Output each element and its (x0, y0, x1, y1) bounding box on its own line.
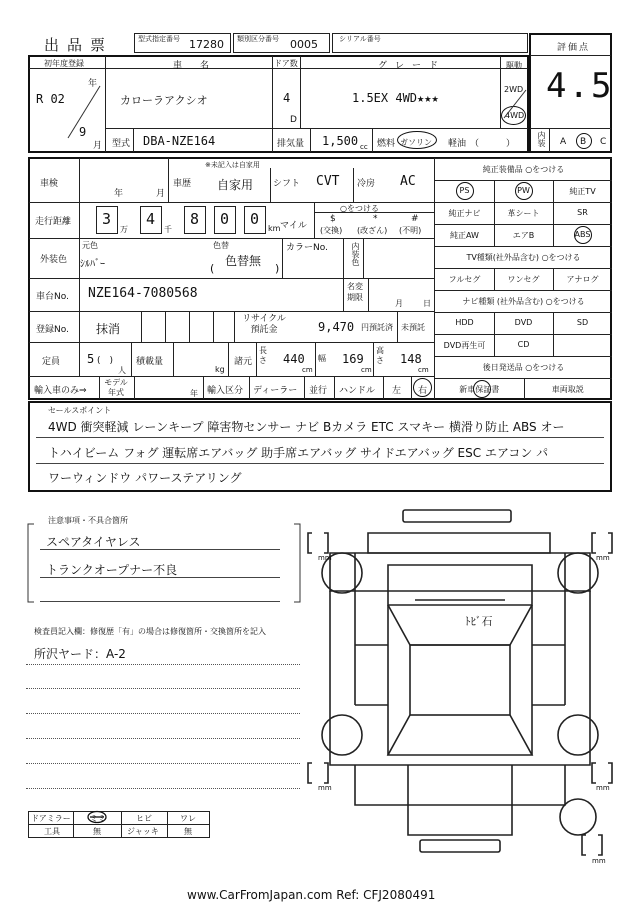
ac-value: AC (400, 174, 416, 189)
height-label: 高さ (376, 346, 384, 365)
equip-item: 新車保証書 (459, 385, 500, 394)
equip-row-line (435, 356, 612, 357)
reg-label: 登録No. (36, 325, 69, 335)
first-reg-month: 9 (79, 125, 87, 139)
shaken-label: 車検 (40, 179, 59, 189)
orig-color-value: ｼﾙﾊﾞｰ (80, 259, 105, 270)
mile-opt-2-label: (改ざん) (357, 226, 388, 235)
mile-label: マイル (280, 221, 307, 231)
mirror-scratch-mark (86, 810, 108, 824)
recycle-suffix: 円預託済 (361, 323, 393, 332)
grade-value: 1.5EX 4WD★★★ (352, 91, 439, 105)
model-designation-label: 型式指定番号 (138, 35, 180, 43)
mile-opt-3: # (411, 214, 419, 224)
equip-item: DVD再生可 (443, 341, 486, 350)
odometer-digit: 0 (220, 210, 230, 228)
color-no-label: カラーNo. (286, 243, 328, 253)
recycle-label: リサイクル預託金 (242, 314, 286, 335)
doors-label: ドア数 (274, 59, 298, 68)
inspector-line-1: 所沢ヤード：A-2 (34, 647, 126, 661)
fuel-selected-circle (397, 131, 437, 149)
model-year-unit: 年 (190, 389, 198, 398)
car-name-value: カローラアクシオ (120, 94, 208, 107)
equip-item: 純正AW (450, 231, 479, 240)
handle-left: 左 (392, 386, 402, 396)
model-year-label: モデル年式 (104, 378, 128, 397)
category-box (233, 33, 330, 53)
equip-row-line (435, 224, 612, 225)
first-reg-year-unit: 年 (88, 79, 98, 89)
drive-label: 駆動 (506, 61, 522, 70)
tools-value: 無 (93, 827, 101, 836)
equip-item: 革シート (507, 209, 540, 218)
drive-4wd: 4WD (505, 111, 525, 120)
equip-col-line (553, 334, 554, 356)
width-unit: cm (361, 366, 372, 374)
equip-item: ワンセグ (507, 275, 540, 284)
mirror-crack: ヒビ (136, 814, 152, 823)
handle-label: ハンドル (339, 386, 376, 396)
width-label: 幅 (318, 354, 326, 363)
equip-row-line (435, 268, 612, 269)
mile-circle-note: ○をつける (340, 204, 379, 213)
mm-rear-right: mm (596, 784, 610, 792)
equip-row-line (435, 202, 612, 203)
interior-selected-circle (576, 133, 592, 149)
import-type-label: 輸入区分 (207, 386, 244, 396)
equip-item: フルセグ (448, 275, 481, 284)
mile-opt-1-label: (交換) (320, 226, 343, 235)
dealer-label: ディーラー (253, 386, 298, 396)
first-reg-label: 初年度登録 (44, 59, 84, 68)
doors-value: 4 (283, 91, 291, 105)
history-label: 車歴 (173, 179, 192, 189)
capacity-paren: ( ) (97, 356, 114, 366)
jack-value: 無 (184, 827, 192, 836)
displacement-unit: cc (360, 143, 368, 151)
paren-close: ) (275, 262, 280, 275)
equip-item: ABS (574, 230, 591, 239)
shaken-month-unit: 月 (156, 189, 166, 199)
mile-opt-3-label: (不明) (399, 226, 422, 235)
footer-text: www.CarFromJapan.com Ref: CFJ2080491 (187, 888, 436, 902)
category-value: 0005 (290, 38, 318, 51)
shift-label: シフト (273, 179, 301, 189)
displacement-value: 1,500 (322, 134, 359, 148)
equip-item: 車両取説 (551, 385, 584, 394)
handle-right: 右 (418, 386, 428, 396)
equip-item: SR (577, 208, 588, 217)
history-value: 自家用 (217, 178, 254, 192)
odometer-unit: km (268, 224, 281, 233)
interior-grade-a: A (560, 137, 567, 147)
notes-label: 注意事項・不具合箇所 (48, 516, 128, 525)
odometer-digit: 4 (146, 210, 156, 228)
period-month: 月 (395, 299, 403, 308)
fuel-value: ガソリン (400, 138, 432, 147)
equip-item: SD (576, 318, 589, 327)
period-day: 日 (423, 299, 431, 308)
fuel-label: 燃料 (377, 139, 396, 149)
fuel-alt: 軽油 (448, 139, 467, 149)
mm-front-right: mm (596, 554, 610, 562)
ac-label: 冷房 (357, 179, 376, 189)
car-name-label: 車名 (173, 61, 228, 71)
load-unit: kg (215, 365, 225, 374)
height-value: 148 (400, 352, 422, 366)
equip-item: PS (459, 186, 470, 195)
handle-selected-circle (413, 378, 432, 397)
form-title: 出品票 (44, 36, 114, 54)
equip-title: TV種類(社外品含む) ○をつける (466, 253, 581, 262)
import-label: 輸入車のみ⇒ (34, 386, 87, 396)
length-unit: cm (302, 366, 313, 374)
mirror-label: ドアミラー (31, 814, 71, 823)
tools-label: 工具 (44, 827, 60, 836)
displacement-label: 排気量 (277, 139, 305, 149)
equip-item: HDD (455, 318, 474, 327)
length-value: 440 (283, 352, 305, 366)
sales-label: セールスポイント (48, 406, 112, 415)
equip-row-line (435, 158, 612, 159)
jack-label: ジャッキ (127, 827, 159, 836)
equip-row-line (435, 290, 612, 291)
category-label: 類別区分番号 (237, 35, 279, 43)
model-type-value: DBA-NZE164 (143, 134, 216, 148)
serial-label: シリアル番号 (339, 35, 381, 43)
odometer-digit: 0 (250, 210, 260, 228)
odometer-unit: 千 (164, 225, 172, 234)
shift-value: CVT (316, 174, 340, 189)
equip-selected-circle (456, 182, 474, 200)
color-label: 外装色 (40, 255, 68, 265)
inspector-label: 検査員記入欄：修復歴「有」の場合は修復箇所・交換箇所を記入 (34, 627, 266, 636)
equip-item: エアB (512, 231, 535, 240)
equip-selected-circle (515, 182, 533, 200)
fuel-paren: （ ） (470, 139, 516, 149)
recycle-unpaid: 未預託 (401, 323, 425, 332)
model-designation-box (134, 33, 231, 53)
mileage-label: 走行距離 (35, 217, 72, 227)
chassis-label: 車台No. (36, 292, 69, 302)
sales-line-2: トハイビーム フォグ 運転席エアバッグ 助手席エアバッグ サイドエアバッグ ESC エアコン パ (48, 446, 549, 460)
drive-slash (502, 88, 528, 128)
equip-item: アナログ (566, 275, 599, 284)
first-reg-era: R 02 (36, 92, 65, 106)
interior-grade-c: C (600, 137, 607, 147)
period-label: 名変期限 (347, 282, 363, 302)
chassis-value: NZE164-7080568 (88, 286, 198, 301)
equip-title: 純正装備品 ○をつける (482, 165, 565, 174)
mm-spare: mm (592, 857, 606, 865)
equip-item: PW (517, 186, 530, 195)
color-change-label: 色替 (213, 241, 229, 250)
notes-line-2: トランクオープナー不良 (46, 563, 178, 577)
notes-line-1: スペアタイヤレス (46, 535, 141, 549)
dims-label: 諸元 (234, 357, 253, 367)
mile-opt-1: $ (330, 214, 336, 224)
model-designation-value: 17280 (189, 38, 224, 51)
capacity-unit: 人 (118, 366, 126, 375)
serial-box (332, 33, 528, 53)
sales-line-1: 4WD 衝突軽減 レーンキープ 障害物センサー ナビ Bカメラ ETC スマキー 横滑り防止 ABS オー (48, 420, 565, 434)
mm-front-left: mm (318, 554, 332, 562)
equip-selected-circle (574, 226, 592, 244)
car-damage-diagram (300, 505, 620, 875)
odometer-digit: 8 (190, 210, 200, 228)
doors-sub: D (290, 115, 297, 125)
equip-item: 純正TV (569, 187, 596, 196)
mirror-scratch: ミミ (90, 814, 106, 823)
equip-row-line (435, 312, 612, 313)
equip-item: DVD (514, 318, 533, 327)
height-unit: cm (418, 366, 429, 374)
equip-title: ナビ種類 (社外品含む) ○をつける (462, 297, 585, 306)
reg-value: 抹消 (96, 322, 121, 336)
interior-color-label: 内装色 (351, 242, 360, 266)
diagram-mark: ﾄﾋﾞ石 (465, 615, 493, 628)
odometer-unit: 万 (120, 225, 128, 234)
rating-value: 4.5 (546, 66, 614, 106)
mm-rear-left: mm (318, 784, 332, 792)
paren-open: ( (210, 262, 215, 275)
equip-row-line (435, 246, 612, 247)
equip-row-line (435, 180, 612, 181)
history-note: ※未記入は自家用 (205, 161, 260, 169)
grade-label: グレード (378, 61, 447, 71)
recycle-value: 9,470 (318, 320, 355, 334)
shaken-year-unit: 年 (114, 189, 124, 199)
interior-grade-b: B (580, 137, 587, 147)
color-change-value: 色替無 (225, 254, 262, 268)
capacity-label: 定員 (42, 357, 61, 367)
drive-2wd: 2WD (504, 85, 524, 94)
mirror-break: ワレ (180, 814, 196, 823)
width-value: 169 (342, 352, 364, 366)
equip-item: 純正ナビ (448, 209, 481, 218)
rating-label: 評価点 (557, 43, 591, 53)
equip-title: 後日発送品 ○をつける (482, 363, 565, 372)
interior-label: 内装 (537, 131, 546, 147)
equip-row-line (435, 334, 612, 335)
first-reg-month-unit: 月 (93, 141, 103, 151)
orig-color-label: 元色 (82, 241, 98, 250)
sales-line-3: ワーウィンドウ パワーステアリング (48, 471, 242, 485)
capacity-value: 5 (87, 352, 95, 366)
mile-opt-2: * (373, 214, 378, 224)
length-label: 長さ (259, 346, 267, 365)
parallel-label: 並行 (309, 386, 328, 396)
equip-item: CD (517, 340, 530, 349)
load-label: 積載量 (136, 357, 164, 367)
model-type-label: 型式 (112, 139, 131, 149)
odometer-digit: 3 (102, 210, 112, 228)
